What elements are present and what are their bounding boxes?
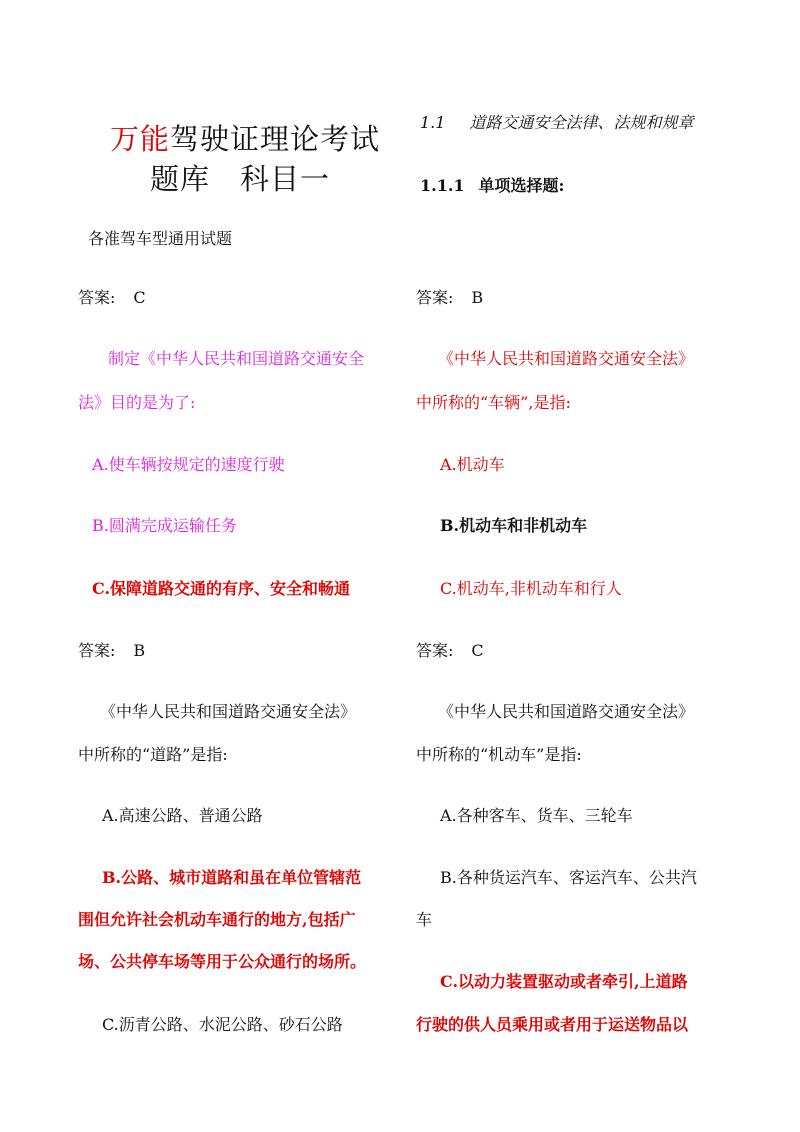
q2-stem-line1: 《中华人民共和国道路交通安全法》 — [438, 349, 695, 368]
document-title-line1 — [110, 117, 380, 158]
q2-answer — [416, 285, 483, 308]
answer-label: 答案: — [416, 641, 454, 660]
q3-option-c: C.沥青公路、水泥公路、砂石公路 — [102, 1015, 343, 1034]
q3-option-b-line3: 场、公共停车场等用于公众通行的场所。 — [78, 952, 367, 971]
q3-option-b-line1: B.公路、城市道路和虽在单位管辖范 — [102, 868, 362, 887]
q2-option-a: A.机动车 — [440, 455, 505, 474]
document-title-line2: 题库 科目一 — [150, 162, 331, 196]
q2-stem-line2: 中所称的“车辆”,是指: — [416, 393, 571, 412]
q3-option-b-line2: 围但允许社会机动车通行的地方,包括广 — [78, 910, 356, 929]
answer-label: 答案: — [78, 641, 116, 660]
q3-option-a: A.高速公路、普通公路 — [102, 806, 263, 825]
answer-label: 答案: — [78, 288, 116, 307]
answer-value: B — [471, 288, 484, 307]
q3-stem-line1: 《中华人民共和国道路交通安全法》 — [100, 702, 357, 721]
answer-label: 答案: — [416, 288, 454, 307]
q1-answer — [78, 285, 146, 308]
section-number: 1.1 — [420, 113, 446, 132]
title-rest: 驾驶证理论考试 — [170, 122, 381, 156]
q4-option-b-line1: B.各种货运汽车、客运汽车、公共汽 — [440, 868, 697, 887]
q2-option-b: B.机动车和非机动车 — [440, 516, 588, 535]
section-heading — [420, 110, 693, 133]
q1-stem-line1: 制定《中华人民共和国道路交通安全 — [108, 349, 365, 368]
section-title: 道路交通安全法律、法规和规章 — [469, 113, 694, 132]
q2-option-c: C.机动车,非机动车和行人 — [440, 579, 622, 598]
subsection-title: 单项选择题: — [478, 176, 565, 195]
q4-answer — [416, 638, 484, 661]
answer-value: C — [471, 641, 484, 660]
subsection-number: 1.1.1 — [420, 176, 465, 195]
q4-stem-line2: 中所称的“机动车”是指: — [416, 745, 582, 764]
q3-answer — [78, 638, 145, 661]
q4-option-a: A.各种客车、货车、三轮车 — [440, 806, 633, 825]
document-subtitle: 各准驾车型通用试题 — [88, 229, 233, 248]
q4-stem-line1: 《中华人民共和国道路交通安全法》 — [438, 702, 695, 721]
q1-option-c: C.保障道路交通的有序、安全和畅通 — [92, 579, 351, 598]
q3-stem-line2: 中所称的“道路”是指: — [78, 745, 228, 764]
q1-option-a: A.使车辆按规定的速度行驶 — [92, 455, 285, 474]
q4-option-c-line1: C.以动力装置驱动或者牵引,上道路 — [440, 972, 688, 991]
answer-value: C — [133, 288, 146, 307]
title-brand: 万能 — [110, 122, 171, 156]
q4-option-b-line2: 车 — [416, 910, 433, 929]
q1-stem-line2: 法》目的是为了: — [78, 393, 196, 412]
q4-option-c-line2: 行驶的供人员乘用或者用于运送物品以 — [416, 1015, 689, 1034]
answer-value: B — [133, 641, 146, 660]
q1-option-b: B.圆满完成运输任务 — [92, 516, 237, 535]
subsection-heading — [420, 173, 564, 196]
